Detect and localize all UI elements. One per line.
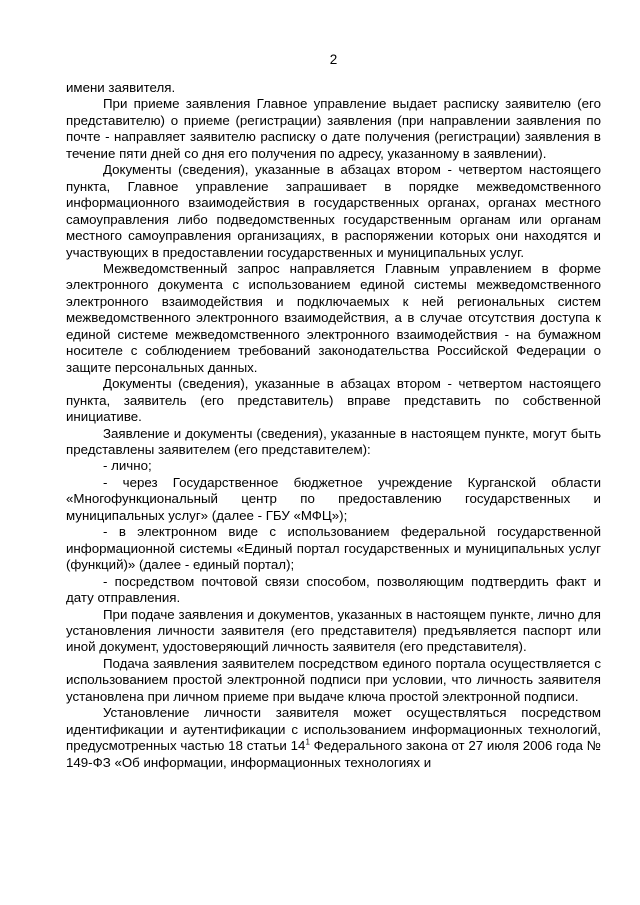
- paragraph-identification: [66, 705, 601, 771]
- paragraph-identification-text: Установление личности заявителя может осуществляться посредством идентификации и аутентификации с использованием информационных технологий, предусмотренных частью 18 статьи 14: [66, 705, 601, 754]
- document-body: [66, 80, 601, 771]
- paragraph-identity-document: При подаче заявления и документов, указанных в настоящем пункте, лично для установления личности заявителя (его представителя) предъявляется паспорт или иной документ, удостоверяющий личность заявителя (его представителя).: [66, 606, 601, 655]
- article-superscript: 1: [305, 737, 310, 747]
- paragraph-identification-tail: Федерального закона от 27 июля 2006 года № 149-ФЗ «Об информации, информационных технологиях и: [66, 738, 601, 770]
- list-item-post: - посредством почтовой связи способом, позволяющим подтвердить факт и дату отправления.: [66, 573, 601, 606]
- paragraph-receipt: При приеме заявления Главное управление выдает расписку заявителю (его представителю) о приеме (регистрации) заявления (при направлении заявления по почте - направляет заявителю расписку о дате получения (регистрации) заявления в течение пяти дней со дня его получения по адресу, указанному в заявлении).: [66, 96, 601, 161]
- list-item-mfc: - через Государственное бюджетное учреждение Курганской области «Многофункциональный центр по предоставлению государственных и муниципальных услуг» (далее - ГБУ «МФЦ»);: [66, 474, 601, 523]
- page-number: 2: [329, 52, 338, 67]
- list-item-in-person: - лично;: [103, 458, 152, 474]
- list-item-portal: - в электронном виде с использованием федеральной государственной информационной системы «Единый портал государственных и муниципальных услуг (функций)» (далее - единый портал);: [66, 524, 601, 573]
- paragraph-submission-methods: Заявление и документы (сведения), указанные в настоящем пункте, могут быть представлены заявителем (его представителем):: [66, 425, 601, 457]
- paragraph-continuation: имени заявителя.: [66, 80, 176, 95]
- paragraph-electronic-request: Межведомственный запрос направляется Главным управлением в форме электронного документа с использованием единой системы межведомственного электронного взаимодействия и подключаемых к ней региональных систем межведомственного электронного взаимодействия, а в случае отсутствия доступа к единой системе межведомственного электронного взаимодействия - на бумажном носителе с соблюдением требований законодательства Российской Федерации о защите персональных данных.: [66, 260, 601, 375]
- paragraph-electronic-signature: Подача заявления заявителем посредством единого портала осуществляется с использованием простой электронной подписи при условии, что личность заявителя установлена при личном приеме при выдаче ключа простой электронной подписи.: [66, 655, 601, 704]
- paragraph-interagency-request: Документы (сведения), указанные в абзацах втором - четвертом настоящего пункта, Главное управление запрашивает в порядке межведомственного информационного взаимодействия в государственных органах, органах местного самоуправления либо подведомственных государственным органам или органам местного самоуправления организациях, в распоряжении которых они находятся и участвующих в предоставлении государственных и муниципальных услуг.: [66, 162, 601, 260]
- paragraph-own-initiative: Документы (сведения), указанные в абзацах втором - четвертом настоящего пункта, заявитель (его представитель) вправе представить по собственной инициативе.: [66, 376, 601, 425]
